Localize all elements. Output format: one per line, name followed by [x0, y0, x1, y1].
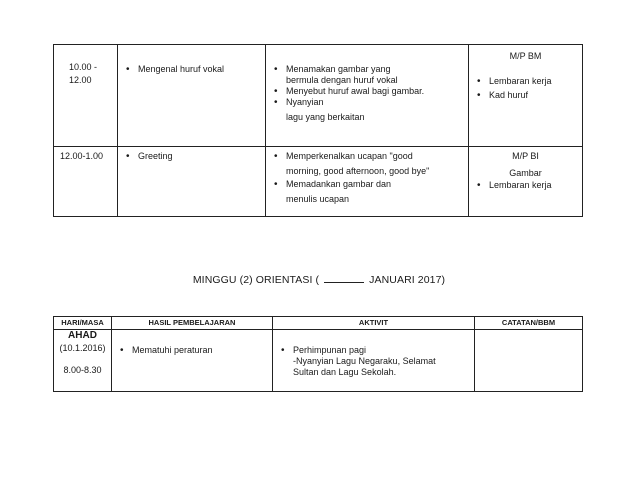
time-label: 8.00-8.30 [63, 365, 102, 375]
week-title-suffix: JANUARI 2017) [369, 274, 446, 286]
column-header: CATATAN/BBM [475, 317, 583, 330]
subject-label: M/P BM [509, 51, 542, 61]
list-item [268, 179, 468, 205]
line: Sultan dan Lagu Sekolah. [293, 367, 397, 377]
list-item: • Lembaran kerja [471, 76, 582, 87]
line: • Menyebut huruf awal bagi gambar. [286, 86, 425, 96]
line: • Memadankan gambar dan [286, 179, 392, 189]
bbm-cell [469, 147, 583, 217]
line: menulis ucapan [286, 194, 350, 204]
line: • Memperkenalkan ucapan "good [286, 151, 413, 161]
column-header: AKTIVIT [273, 317, 475, 330]
table-row [54, 45, 583, 147]
bbm-sub-label: Gambar [509, 168, 542, 178]
hasil-cell [118, 45, 266, 147]
table-header-row [54, 317, 583, 330]
table-row [54, 330, 583, 392]
table-row [54, 147, 583, 217]
date-blank [324, 274, 364, 283]
line: -Nyanyian Lagu Negaraku, Selamat [293, 356, 436, 366]
line: morning, good afternoon, good bye" [286, 166, 430, 176]
line: lagu yang berkaitan [286, 112, 365, 122]
time-line: 10.00 - [69, 62, 98, 72]
line: bermula dengan huruf vokal [286, 75, 398, 85]
hasil-cell [118, 147, 266, 217]
list-item [268, 64, 468, 86]
list-item: • Lembaran kerja [471, 180, 582, 191]
list-item: • Kad huruf [471, 90, 582, 101]
list-item [268, 86, 468, 97]
line: • Menamakan gambar yang [286, 64, 391, 74]
aktiviti-cell [273, 330, 475, 392]
aktiviti-cell [266, 45, 469, 147]
time-line: 12.00-1.00 [60, 151, 104, 161]
hasil-cell [112, 330, 273, 392]
schedule-table-top [53, 44, 583, 217]
aktiviti-cell [266, 147, 469, 217]
subject-label: M/P BI [512, 151, 539, 161]
week-title [0, 274, 638, 286]
date-label: (10.1.2016) [59, 343, 106, 353]
column-header: HARI/MASA [54, 317, 112, 330]
list-item: • Mematuhi peraturan [114, 345, 272, 356]
list-item: • Perhimpunan pagi [275, 345, 474, 356]
list-item [268, 97, 468, 123]
time-line: 12.00 [69, 75, 92, 85]
week-title-prefix: MINGGU (2) ORIENTASI ( [192, 274, 320, 286]
catatan-cell [475, 330, 583, 392]
column-header: HASIL PEMBELAJARAN [112, 317, 273, 330]
bbm-cell [469, 45, 583, 147]
time-cell [54, 147, 118, 217]
schedule-table-bottom [53, 316, 583, 392]
day-label: AHAD [68, 330, 97, 341]
time-cell [54, 45, 118, 147]
day-cell [54, 330, 112, 392]
list-item: • Greeting [120, 151, 265, 162]
line: • Nyanyian [286, 97, 324, 107]
list-item [268, 151, 468, 177]
list-item: • Mengenal huruf vokal [120, 64, 265, 75]
